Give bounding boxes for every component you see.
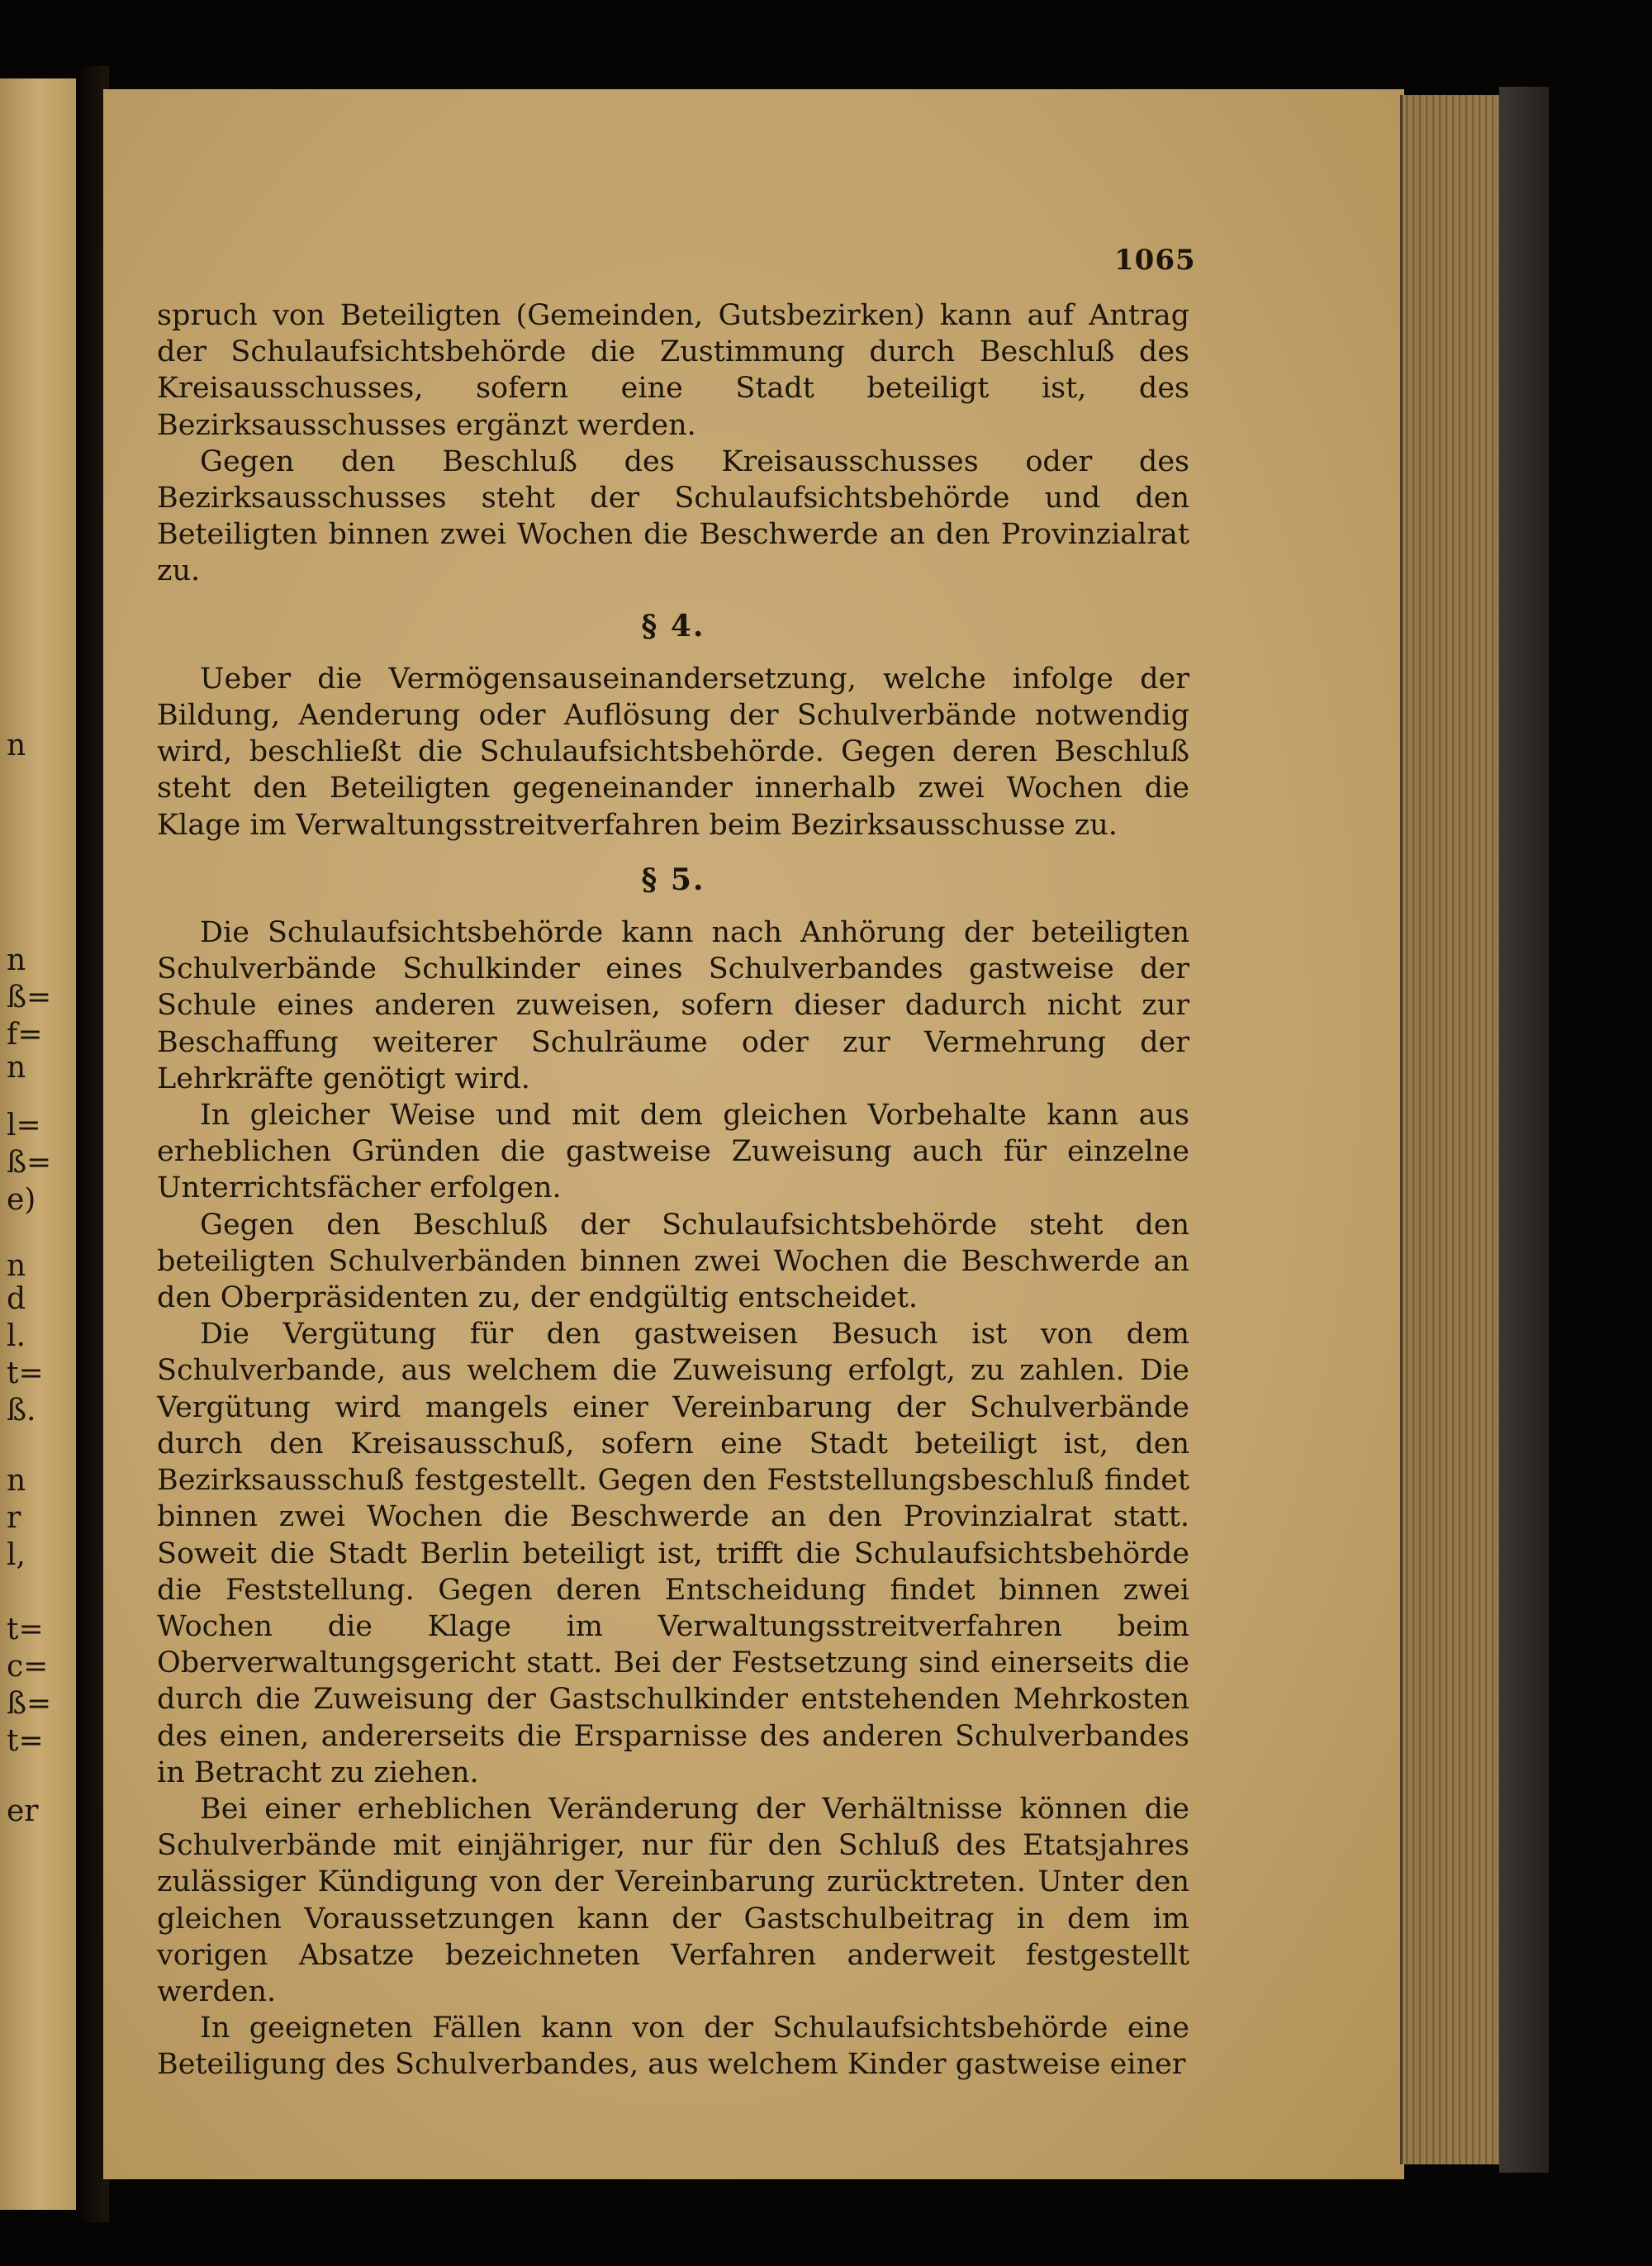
left-fragment: t= (7, 1724, 44, 1758)
left-fragment: f= (7, 1018, 43, 1052)
paragraph: Die Vergütung für den gastweisen Besuch ist von dem Schulverbande, aus welchem die Zuweisung erfolgt, zu zahlen. Die Vergütung wird mangels einer Vereinbarung der Schulverbände durch den Kreisausschuß, sofern eine Stadt beteiligt ist, den Bezirksausschuß festgestellt. Gegen den Feststellungsbeschluß findet binnen zwei Wochen die Beschwerde an den Provinzialrat statt. Soweit die Stadt Berlin beteiligt ist, trifft die Schulaufsichtsbehörde die Feststellung. Gegen deren Entscheidung findet binnen zwei Wochen die Klage im Verwaltungsstreitverfahren beim Oberverwaltungsgericht statt. Bei der Festsetzung sind einerseits die durch die Zuweisung der Gastschulkinder entstehenden Mehrkosten des einen, andererseits die Ersparnisse des anderen Schulverbandes in Betracht zu ziehen. (157, 1318, 1189, 1789)
body-text (157, 297, 1189, 2083)
section-heading: § 5. (641, 862, 705, 897)
page-edges (1400, 95, 1502, 2164)
left-fragment: c= (7, 1650, 49, 1684)
left-fragment: n (7, 1249, 26, 1283)
paragraph: Gegen den Beschluß des Kreisausschusses oder des Bezirksausschusses steht der Schulaufsichtsbehörde und den Beteiligten binnen zwei Wochen die Beschwerde an den Provinzialrat zu. (157, 444, 1189, 588)
left-fragment: er (7, 1794, 39, 1828)
left-fragment: l, (7, 1538, 26, 1572)
page-number: 1065 (1114, 244, 1196, 277)
paragraph: spruch von Beteiligten (Gemeinden, Gutsbezirken) kann auf Antrag der Schulaufsichtsbehörde die Zustimmung durch Beschluß des Kreisausschusses, sofern eine Stadt beteiligt ist, des Bezirksausschusses ergänzt werden. (157, 299, 1189, 442)
left-fragment: n (7, 729, 26, 762)
facing-page-fragment (0, 78, 76, 2210)
section-heading: § 4. (641, 608, 705, 644)
paragraph: In gleicher Weise und mit dem gleichen Vorbehalte kann aus erheblichen Gründen die gastweise Zuweisung auch für einzelne Unterrichtsfächer erfolgen. (157, 1099, 1189, 1205)
left-fragment: ß. (7, 1394, 36, 1428)
left-fragment: n (7, 1051, 26, 1085)
left-fragment: e) (7, 1183, 36, 1217)
left-fragment: t= (7, 1356, 44, 1390)
left-fragment: d (7, 1282, 26, 1316)
left-fragment: r (7, 1501, 21, 1535)
left-fragment: ß= (7, 1687, 52, 1721)
paragraph: Ueber die Vermögensauseinandersetzung, welche infolge der Bildung, Aenderung oder Auflösung der Schulverbände notwendig wird, beschließt die Schulaufsichtsbehörde. Gegen deren Beschluß steht den Beteiligten gegeneinander innerhalb zwei Wochen die Klage im Verwaltungsstreitverfahren beim Bezirksausschusse zu. (157, 662, 1189, 842)
left-fragment: t= (7, 1613, 44, 1646)
paragraph: Die Schulaufsichtsbehörde kann nach Anhörung der beteiligten Schulverbände Schulkinder eines Schulverbandes gastweise der Schule eines anderen zuweisen, sofern dieser dadurch nicht zur Beschaffung weiterer Schulräume oder zur Vermehrung der Lehrkräfte genötigt wird. (157, 916, 1189, 1095)
left-fragment: n (7, 943, 26, 977)
left-fragment: ß= (7, 1146, 52, 1180)
book-cover-edge (1499, 87, 1549, 2173)
left-fragment: l= (7, 1109, 41, 1143)
paragraph: In geeigneten Fällen kann von der Schulaufsichtsbehörde eine Beteiligung des Schulverbandes, aus welchem Kinder gastweise einer (157, 2012, 1189, 2082)
left-fragment: ß= (7, 981, 52, 1014)
left-fragment: l. (7, 1319, 26, 1353)
left-fragment: n (7, 1464, 26, 1498)
paragraph: Bei einer erheblichen Veränderung der Verhältnisse können die Schulverbände mit einjähriger, nur für den Schluß des Etatsjahres zulässiger Kündigung von der Vereinbarung zurücktreten. Unter den gleichen Voraussetzungen kann der Gastschulbeitrag in dem im vorigen Absatze bezeichneten Verfahren anderweit festgestellt werden. (157, 1792, 1189, 2008)
paragraph: Gegen den Beschluß der Schulaufsichtsbehörde steht den beteiligten Schulverbänden binnen zwei Wochen die Beschwerde an den Oberpräsidenten zu, der endgültig entscheidet. (157, 1208, 1189, 1315)
